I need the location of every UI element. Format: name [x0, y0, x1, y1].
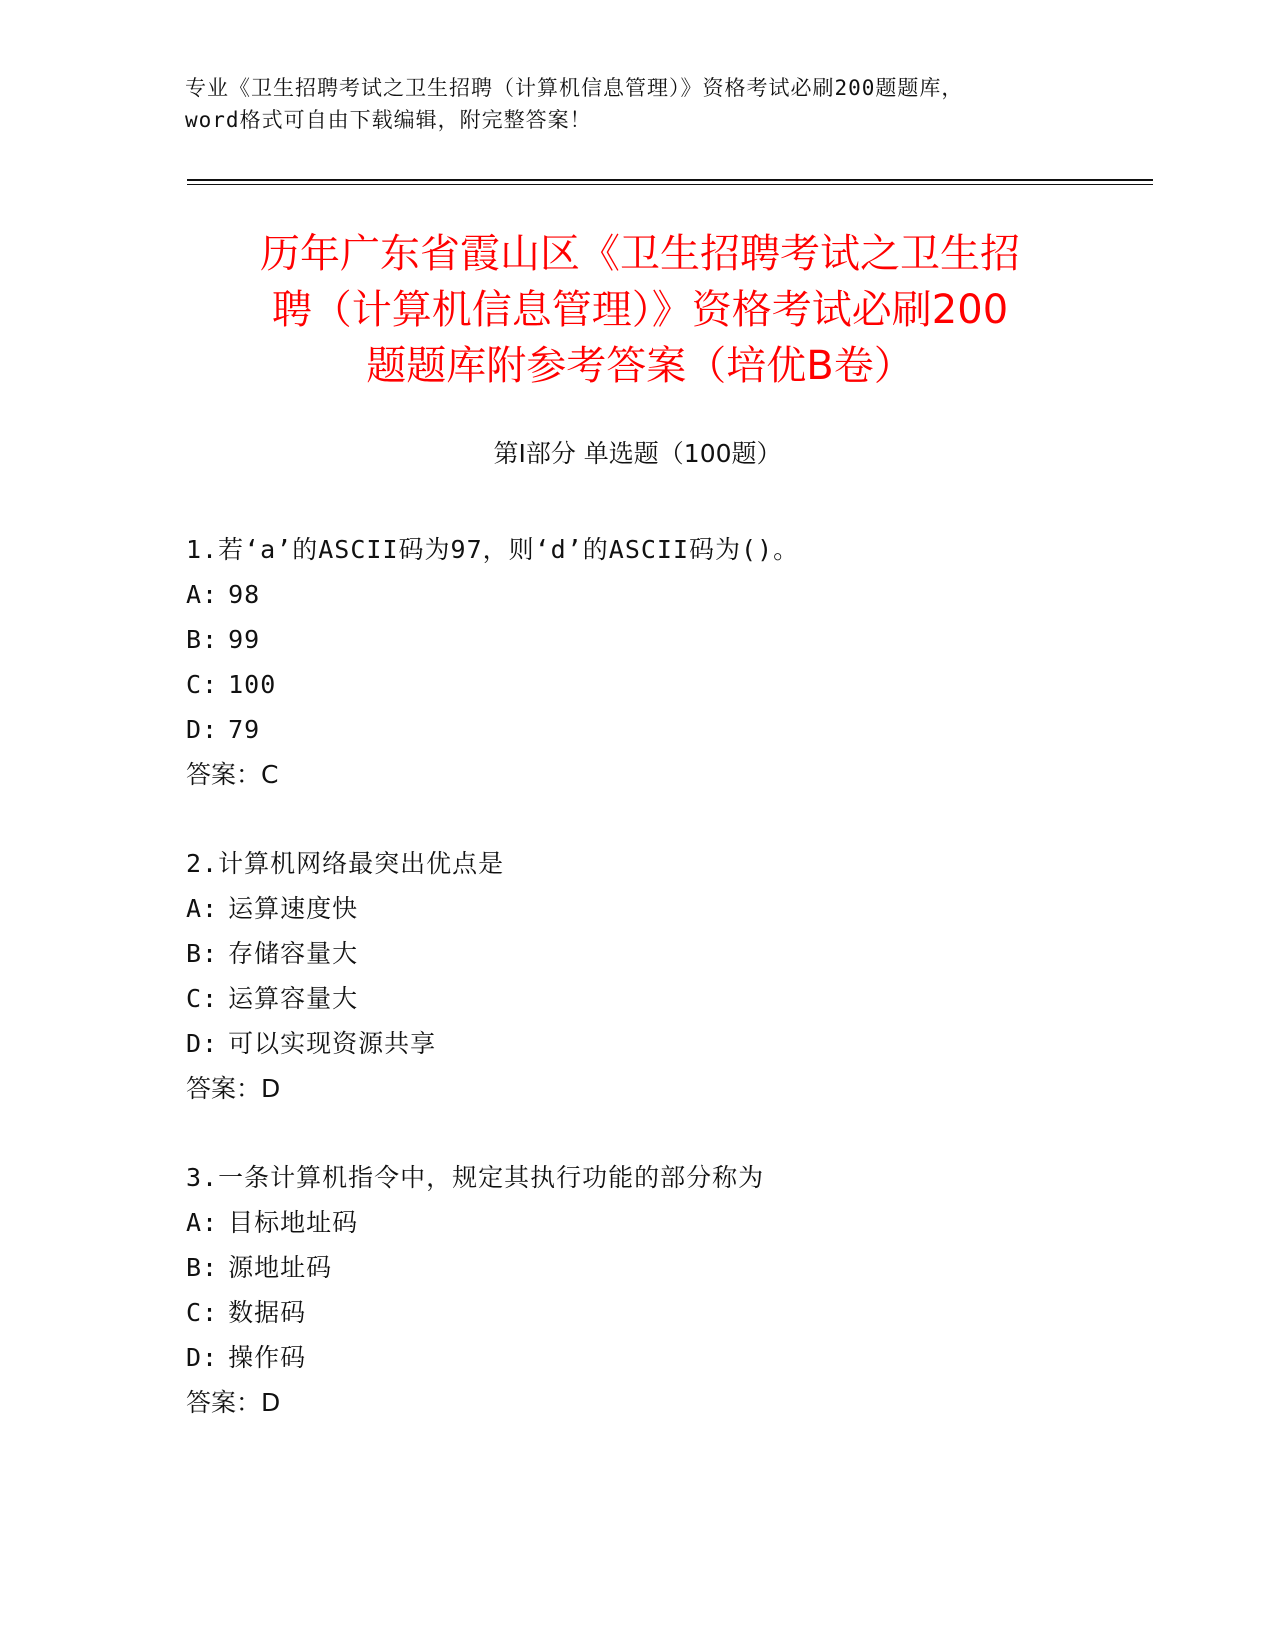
- header-divider-thick: [187, 179, 1153, 181]
- header-divider-thin: [187, 184, 1153, 185]
- option-label: D:: [186, 1343, 219, 1372]
- header-note-line: word格式可自由下载编辑，附完整答案！: [185, 108, 592, 132]
- option-text: 目标地址码: [228, 1208, 359, 1237]
- question-stem: 3.一条计算机指令中，规定其执行功能的部分称为: [186, 1163, 765, 1192]
- question-list: [186, 527, 1146, 1469]
- option-text: 运算速度快: [228, 894, 359, 923]
- question-item: [186, 841, 1146, 1111]
- option-label: B:: [186, 939, 219, 968]
- title-line: 聘（计算机信息管理）》资格考试必刷200: [271, 287, 1009, 333]
- question-option: [186, 1245, 1146, 1290]
- title-line: 历年广东省霞山区《卫生招聘考试之卫生招: [260, 231, 1020, 277]
- question-option: [186, 1290, 1146, 1335]
- title-line: 题题库附参考答案（培优B卷）: [366, 343, 914, 389]
- question-option: [186, 1200, 1146, 1245]
- option-label: D:: [186, 1029, 219, 1058]
- question-option: [186, 886, 1146, 931]
- option-text: 99: [228, 625, 261, 654]
- option-label: C:: [186, 670, 219, 699]
- question-option: [186, 617, 1146, 662]
- question-answer: 答案：C: [186, 760, 279, 789]
- option-label: C:: [186, 984, 219, 1013]
- option-text: 存储容量大: [228, 939, 359, 968]
- question-stem: 2.计算机网络最突出优点是: [186, 849, 505, 878]
- option-text: 100: [228, 670, 277, 699]
- question-option: [186, 707, 1146, 752]
- option-text: 运算容量大: [228, 984, 359, 1013]
- option-text: 源地址码: [228, 1253, 333, 1282]
- option-text: 操作码: [228, 1343, 307, 1372]
- option-label: B:: [186, 1253, 219, 1282]
- option-label: C:: [186, 1298, 219, 1327]
- header-note: [185, 72, 1085, 136]
- question-option: [186, 572, 1146, 617]
- option-label: D:: [186, 715, 219, 744]
- question-option: [186, 1335, 1146, 1380]
- question-answer: 答案：D: [186, 1388, 281, 1417]
- header-note-line: 专业《卫生招聘考试之卫生招聘（计算机信息管理）》资格考试必刷200题题库，: [185, 76, 964, 100]
- question-option: [186, 931, 1146, 976]
- document-title: [160, 226, 1120, 394]
- question-option: [186, 976, 1146, 1021]
- option-label: A:: [186, 580, 219, 609]
- option-label: A:: [186, 1208, 219, 1237]
- option-text: 数据码: [228, 1298, 307, 1327]
- option-text: 79: [228, 715, 261, 744]
- question-item: [186, 1155, 1146, 1425]
- option-text: 98: [228, 580, 261, 609]
- option-label: A:: [186, 894, 219, 923]
- question-option: [186, 662, 1146, 707]
- question-option: [186, 1021, 1146, 1066]
- question-answer: 答案：D: [186, 1074, 281, 1103]
- section-heading: 第Ⅰ部分 单选题（100题）: [493, 439, 782, 468]
- question-stem: 1.若‘a’的ASCII码为97，则‘d’的ASCII码为()。: [186, 535, 800, 564]
- option-label: B:: [186, 625, 219, 654]
- option-text: 可以实现资源共享: [228, 1029, 437, 1058]
- question-item: [186, 527, 1146, 797]
